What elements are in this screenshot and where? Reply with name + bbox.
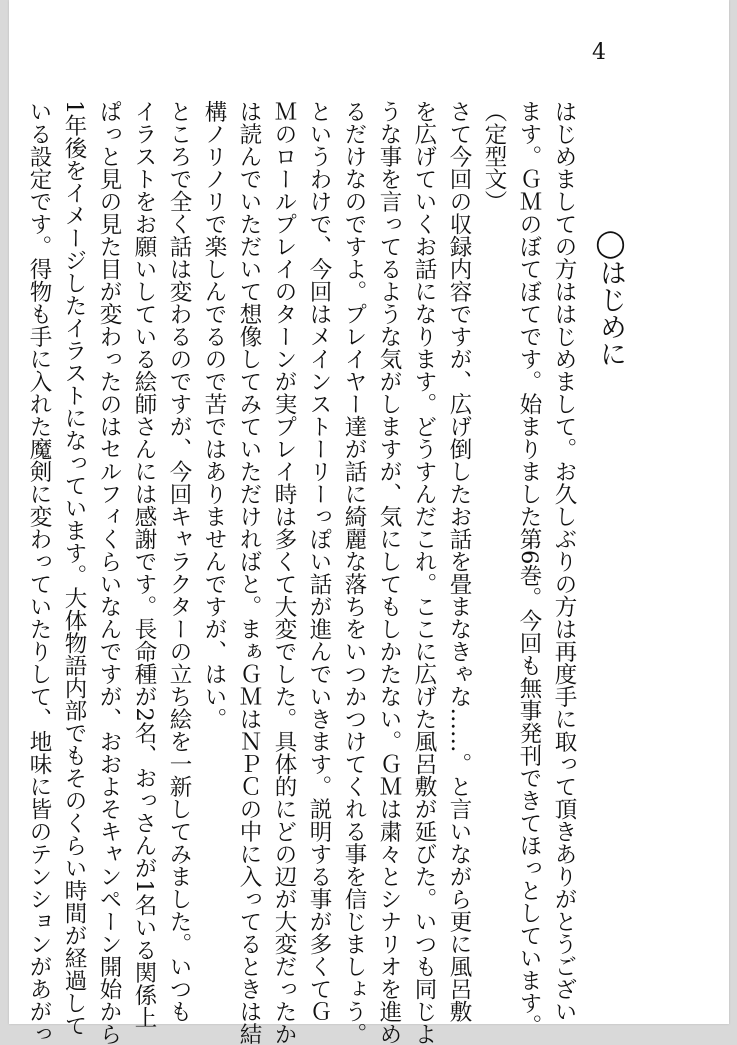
document-page bbox=[9, 0, 729, 1045]
text-line: はじめましての方ははじめまして。お久しぶりの方は再度手に取って頂きありがとうござい bbox=[551, 100, 577, 1023]
body-text bbox=[21, 100, 581, 1045]
text-line: Ｍのロールプレイのターンが実プレイ時は多くて大変でした。具体的にどの辺が大変だったか bbox=[271, 100, 297, 1045]
chapter-title: ◯はじめに bbox=[595, 228, 626, 367]
text-line: （定型文） bbox=[481, 100, 507, 213]
text-line: というわけで、今回はメインストーリーっぽい話が進んでいきます。説明する事が多くてＧ bbox=[306, 100, 332, 1023]
text-line: いる設定です。得物も手に入れた魔剣に変わっていたりして、地味に皆のテンションがあがっ bbox=[26, 100, 52, 1045]
text-line: さて今回の収録内容ですが、広げ倒したお話を畳まなきゃな……。と言いながら更に風呂敷 bbox=[446, 100, 472, 1023]
text-line: を広げていくお話になります。どうすんだこれ。ここに広げた風呂敷が延びた。いつも同じよ bbox=[411, 100, 437, 1045]
text-line: は読んでいただいて想像してみていただければと。まぁＧＭはＮＰＣの中に入ってるときは結 bbox=[236, 100, 262, 1045]
text-line: イラストをお願いしている絵師さんには感謝です。長命種が2名、おっさんが1名いる関係上 bbox=[131, 100, 157, 1029]
text-line: 構ノリノリで楽しんでるので苦ではありませんですが、はい。 bbox=[201, 100, 227, 730]
text-line: ます。ＧＭのぼてぼてです。始まりました第6巻。今回も無事発刊できてほっとしています。 bbox=[516, 100, 542, 1037]
text-line: るだけなのですよ。プレイヤー達が話に綺麗な落ちをいつかつけてくれる事を信じましょう。 bbox=[341, 100, 367, 1045]
text-line: 1年後をイメージしたイラストになっています。大体物語内部でもそのくらい時間が経過して bbox=[61, 100, 87, 1037]
text-line: ぱっと見の見た目が変わったのはセルフィくらいなんですが、おおよそキャンペーン開始から bbox=[96, 100, 122, 1045]
text-line: うな事を言ってるような気がしますが、気にしてもしかたない。ＧＭは粛々とシナリオを進め bbox=[376, 100, 402, 1045]
text-line: ところで全く話は変わるのですが、今回キャラクターの立ち絵を一新してみました。いつも bbox=[166, 100, 192, 1023]
page-number: 4 bbox=[592, 40, 606, 65]
